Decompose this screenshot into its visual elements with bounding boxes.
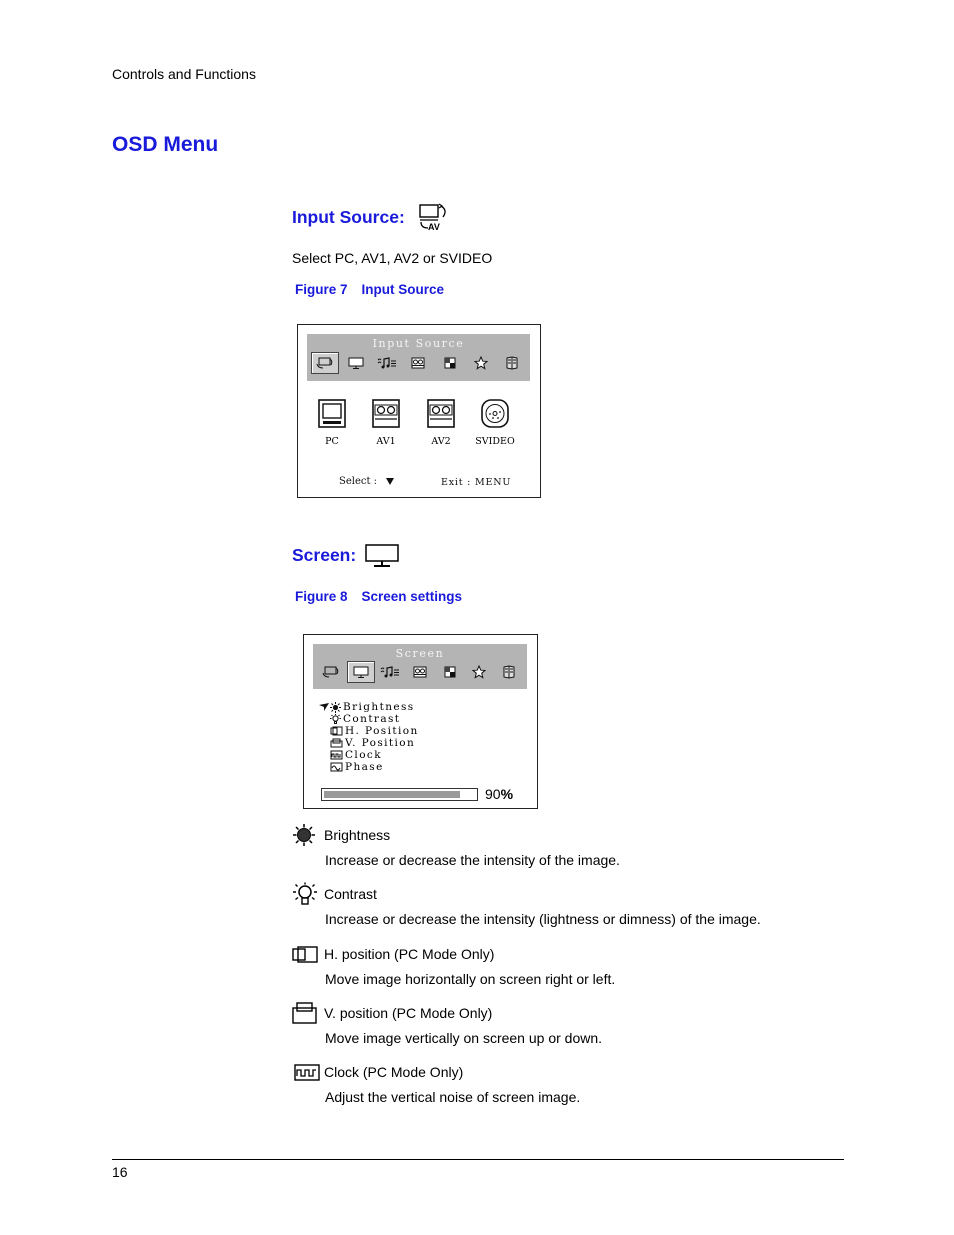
osd-select-hint xyxy=(339,476,394,487)
brightness-slider[interactable] xyxy=(321,788,478,801)
settings-icon xyxy=(504,356,520,370)
menu-item-clock-label: Clock xyxy=(345,749,382,761)
footer-divider xyxy=(112,1159,844,1160)
menu-item-phase[interactable] xyxy=(330,761,419,773)
feature-brightness-title: Brightness xyxy=(324,827,391,843)
slider-value xyxy=(485,786,513,802)
feature-clock-title: Clock (PC Mode Only) xyxy=(324,1064,464,1080)
pc-monitor-icon xyxy=(317,399,347,429)
percent-sign: % xyxy=(500,786,514,802)
osd-tab-screen[interactable] xyxy=(342,352,370,374)
osd-menu-bar xyxy=(307,334,530,381)
v-position-icon xyxy=(330,738,343,748)
phase-icon xyxy=(330,762,343,772)
source-option-av1[interactable] xyxy=(366,399,406,447)
slider-value-number: 90 xyxy=(485,786,501,802)
brightness-icon xyxy=(292,823,316,847)
osd-tab-favorite[interactable] xyxy=(465,661,493,683)
contrast-icon xyxy=(330,714,341,725)
down-arrow-icon xyxy=(386,478,394,485)
osd-tab-settings[interactable] xyxy=(498,352,526,374)
input-source-icon xyxy=(322,666,340,678)
menu-item-contrast-label: Contrast xyxy=(343,713,401,725)
osd-exit-hint: Exit : MENU xyxy=(441,477,512,488)
pointer-arrow-icon xyxy=(318,702,330,712)
page-title: OSD Menu xyxy=(112,133,219,156)
av2-tape-icon xyxy=(426,399,456,429)
feature-h-position-description: Move image horizontally on screen right or left. xyxy=(325,971,616,987)
figure-7-caption xyxy=(295,282,444,297)
menu-item-h-position[interactable] xyxy=(330,725,419,737)
brightness-icon xyxy=(330,702,341,713)
page-number: 16 xyxy=(112,1164,128,1180)
figure-8-title: Screen settings xyxy=(361,589,463,604)
figure-8-label: Figure 8 xyxy=(295,589,348,604)
source-label-svideo: SVIDEO xyxy=(475,436,515,447)
osd-tab-row xyxy=(317,661,523,683)
osd-menu-bar xyxy=(313,644,527,689)
input-source-description: Select PC, AV1, AV2 or SVIDEO xyxy=(292,250,493,266)
screen-heading xyxy=(292,543,399,568)
svideo-disc-icon xyxy=(480,399,510,429)
feature-contrast-description: Increase or decrease the intensity (lightness or dimness) of the image. xyxy=(325,911,761,927)
svg-text:AV: AV xyxy=(427,222,440,231)
input-source-icon xyxy=(316,357,334,369)
contrast-icon xyxy=(292,882,318,908)
source-label-pc: PC xyxy=(325,436,339,447)
figure-7-title: Input Source xyxy=(361,282,445,297)
menu-item-phase-label: Phase xyxy=(345,761,384,773)
osd-tab-color[interactable] xyxy=(436,661,464,683)
slider-fill xyxy=(324,791,460,798)
source-option-av2[interactable] xyxy=(421,399,461,447)
audio-icon xyxy=(376,357,398,369)
running-header: Controls and Functions xyxy=(112,66,256,82)
color-icon xyxy=(444,357,456,369)
osd-tab-row xyxy=(311,352,526,374)
feature-brightness-description: Increase or decrease the intensity of the image. xyxy=(325,852,620,868)
feature-contrast-title: Contrast xyxy=(324,886,377,902)
feature-h-position-title: H. position (PC Mode Only) xyxy=(324,946,495,962)
settings-icon xyxy=(501,665,517,679)
osd-tab-audio[interactable] xyxy=(376,661,404,683)
select-hint-text: Select : xyxy=(339,476,378,487)
av1-tape-icon xyxy=(371,399,401,429)
menu-item-clock[interactable] xyxy=(330,749,419,761)
screen-menu-list xyxy=(330,701,419,773)
video-icon xyxy=(412,666,428,678)
input-source-heading-text: Input Source: xyxy=(292,206,405,227)
favorite-icon xyxy=(472,665,486,679)
figure-7-label: Figure 7 xyxy=(295,282,348,297)
osd-tab-input-source[interactable] xyxy=(317,661,345,683)
audio-icon xyxy=(379,666,401,678)
source-option-pc[interactable] xyxy=(312,399,352,447)
color-icon xyxy=(444,666,456,678)
menu-item-contrast[interactable] xyxy=(330,713,419,725)
screen-osd-panel xyxy=(303,634,538,809)
clock-icon xyxy=(292,1063,320,1083)
clock-icon xyxy=(330,750,343,760)
video-icon xyxy=(410,357,426,369)
osd-title: Input Source xyxy=(372,337,465,350)
screen-icon xyxy=(348,357,364,369)
input-source-osd-panel xyxy=(297,324,541,498)
source-label-av2: AV2 xyxy=(431,436,451,447)
osd-tab-settings[interactable] xyxy=(495,661,523,683)
osd-tab-video[interactable] xyxy=(404,352,432,374)
osd-tab-audio[interactable] xyxy=(373,352,401,374)
menu-item-v-position[interactable] xyxy=(330,737,419,749)
osd-tab-screen[interactable] xyxy=(347,661,375,683)
favorite-icon xyxy=(474,356,488,370)
source-option-svideo[interactable] xyxy=(475,399,515,447)
h-position-icon xyxy=(292,945,318,965)
osd-tab-input-source[interactable] xyxy=(311,352,339,374)
menu-item-v-position-label: V. Position xyxy=(345,737,416,749)
screen-heading-text: Screen: xyxy=(292,545,357,565)
input-source-heading xyxy=(292,203,451,231)
osd-title: Screen xyxy=(395,647,445,660)
h-position-icon xyxy=(330,726,343,736)
menu-item-h-position-label: H. Position xyxy=(345,725,419,737)
monitor-icon xyxy=(365,543,399,568)
osd-tab-color[interactable] xyxy=(436,352,464,374)
feature-clock-description: Adjust the vertical noise of screen image. xyxy=(325,1089,581,1105)
menu-item-brightness[interactable] xyxy=(330,701,419,713)
feature-v-position-title: V. position (PC Mode Only) xyxy=(324,1005,493,1021)
input-source-av-icon xyxy=(417,203,451,231)
feature-v-position-description: Move image vertically on screen up or down. xyxy=(325,1030,603,1046)
v-position-icon xyxy=(292,1002,318,1024)
screen-icon xyxy=(353,666,369,678)
figure-8-caption xyxy=(295,589,462,604)
source-label-av1: AV1 xyxy=(376,436,396,447)
osd-tab-video[interactable] xyxy=(406,661,434,683)
menu-item-brightness-label: Brightness xyxy=(343,701,415,713)
osd-tab-favorite[interactable] xyxy=(467,352,495,374)
